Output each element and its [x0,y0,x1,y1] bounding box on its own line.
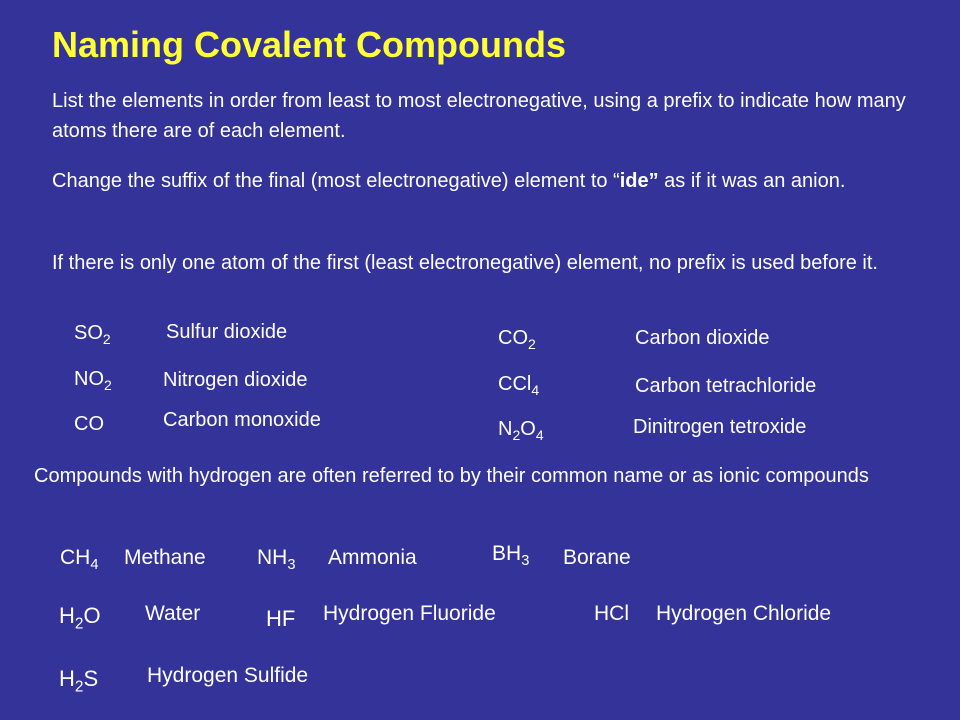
formula-sub: 2 [102,330,111,347]
name-carbon-tetrachloride: Carbon tetrachloride [635,375,817,397]
slide-title: Naming Covalent Compounds [52,24,567,65]
name-hydrogen-chloride: Hydrogen Chloride [656,602,832,625]
formula-co2 [498,327,536,350]
formula-main: SO [74,322,103,344]
formula-sub: 4 [531,381,540,398]
formula-co: CO [74,413,104,435]
name-ammonia: Ammonia [328,546,417,569]
formula-main: O [520,418,536,440]
formula-main: CO [498,327,528,349]
name-hydrogen-fluoride: Hydrogen Fluoride [323,602,496,625]
formula-hcl: HCl [594,602,629,625]
formula-main: H [59,603,75,628]
formula-sub: 3 [521,553,530,570]
formula-main: S [83,666,99,691]
rule-single-atom: If there is only one atom of the first (least electronegative) element, no prefix is used before it. [52,252,878,274]
formula-main: H [59,666,75,691]
name-sulfur-dioxide: Sulfur dioxide [166,321,288,343]
formula-main: N [498,418,513,440]
formula-hf: HF [266,606,296,631]
formula-sub: 2 [104,376,112,393]
rule-ide-bold: ide” [619,170,659,192]
formula-bh3 [492,542,530,570]
formula-ch4 [60,546,99,574]
name-water: Water [145,602,201,625]
rule-ide-text-after: as if it was an anion. [658,170,846,192]
formula-main: NH [257,546,288,569]
formula-main: O [83,603,101,628]
formula-h2s [59,666,99,696]
name-hydrogen-sulfide: Hydrogen Sulfide [147,664,309,687]
formula-sub: 4 [535,426,544,443]
formula-no2 [74,368,112,391]
rule-ide-text-before: Change the suffix of the final (most electronegative) element to “ [52,170,620,192]
formula-main: BH [492,542,522,565]
formula-n2o4 [498,418,544,441]
hydrogen-note: Compounds with hydrogen are often referred to by their common name or as ionic compounds [34,465,869,487]
formula-h2o [59,603,101,633]
formula-so2 [74,322,111,345]
formula-sub: 2 [512,426,521,443]
name-borane: Borane [563,546,631,569]
formula-main: NO [74,368,104,390]
formula-nh3 [257,546,296,574]
formula-ccl4 [498,373,539,396]
name-methane: Methane [124,546,206,569]
formula-main: CH [60,546,91,569]
formula-sub: 2 [74,678,84,696]
formula-sub: 2 [74,615,84,633]
rule-prefix-order: List the elements in order from least to most electronegative, using a prefix to indicate how many atoms there are of each element. [52,90,906,142]
formula-main: CCl [498,373,532,395]
name-dinitrogen-tetroxide: Dinitrogen tetroxide [633,416,807,438]
formula-sub: 3 [287,557,296,574]
name-carbon-dioxide: Carbon dioxide [635,327,770,349]
formula-sub: 2 [528,335,536,352]
name-carbon-monoxide: Carbon monoxide [163,409,321,431]
rule-ide-suffix [52,166,912,196]
name-nitrogen-dioxide: Nitrogen dioxide [163,369,308,391]
formula-sub: 4 [90,557,99,574]
